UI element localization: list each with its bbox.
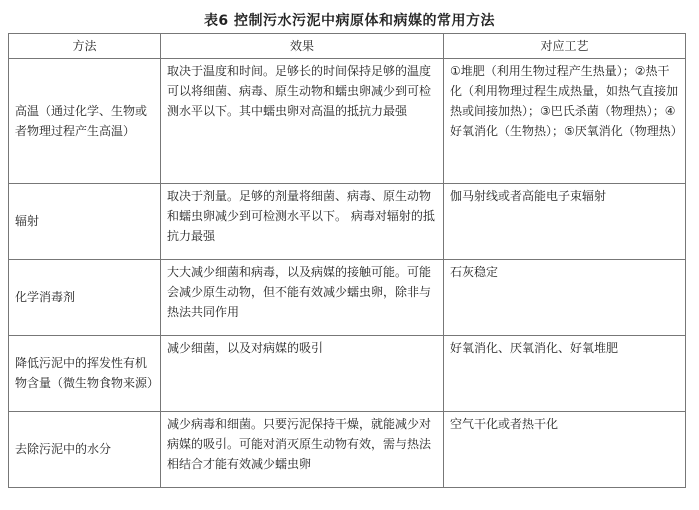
header-row xyxy=(9,34,686,59)
cell-effect: 减少病毒和细菌。只要污泥保持干燥，就能减少对病媒的吸引。可能对消灭原生动物有效，需与热法相结合才能有效减少蠕虫卵 xyxy=(161,412,444,488)
table-row xyxy=(9,184,686,260)
cell-process: 石灰稳定 xyxy=(444,260,686,336)
header-method: 方法 xyxy=(9,34,161,59)
cell-method: 化学消毒剂 xyxy=(9,260,161,336)
table-row xyxy=(9,336,686,412)
cell-process: 空气干化或者热干化 xyxy=(444,412,686,488)
cell-process: ①堆肥（利用生物过程产生热量）；②热干化（利用物理过程生成热量，如热气直接加热或间接加热）；③巴氏杀菌（物理热）；④好氧消化（生物热）；⑤厌氧消化（物理热） xyxy=(444,59,686,184)
cell-method: 辐射 xyxy=(9,184,161,260)
cell-process: 好氧消化、厌氧消化、好氧堆肥 xyxy=(444,336,686,412)
cell-method: 去除污泥中的水分 xyxy=(9,412,161,488)
table-row xyxy=(9,412,686,488)
cell-method: 高温（通过化学、生物或者物理过程产生高温） xyxy=(9,59,161,184)
header-process: 对应工艺 xyxy=(444,34,686,59)
cell-effect: 大大减少细菌和病毒，以及病媒的接触可能。可能会减少原生动物，但不能有效减少蠕虫卵，除非与热法共同作用 xyxy=(161,260,444,336)
cell-effect: 取决于剂量。足够的剂量将细菌、病毒、原生动物和蠕虫卵减少到可检测水平以下。 病毒对辐射的抵抗力最强 xyxy=(161,184,444,260)
cell-effect: 取决于温度和时间。足够长的时间保持足够的温度可以将细菌、病毒、原生动物和蠕虫卵减少到可检测水平以下。其中蠕虫卵对高温的抵抗力最强 xyxy=(161,59,444,184)
header-effect: 效果 xyxy=(161,34,444,59)
cell-method: 降低污泥中的挥发性有机物含量（微生物食物来源） xyxy=(9,336,161,412)
cell-effect: 减少细菌，以及对病媒的吸引 xyxy=(161,336,444,412)
table-row xyxy=(9,260,686,336)
pathogen-control-table xyxy=(8,33,686,488)
cell-process: 伽马射线或者高能电子束辐射 xyxy=(444,184,686,260)
table-title: 表6 控制污水污泥中病原体和病媒的常用方法 xyxy=(203,13,496,29)
table-row xyxy=(9,59,686,184)
